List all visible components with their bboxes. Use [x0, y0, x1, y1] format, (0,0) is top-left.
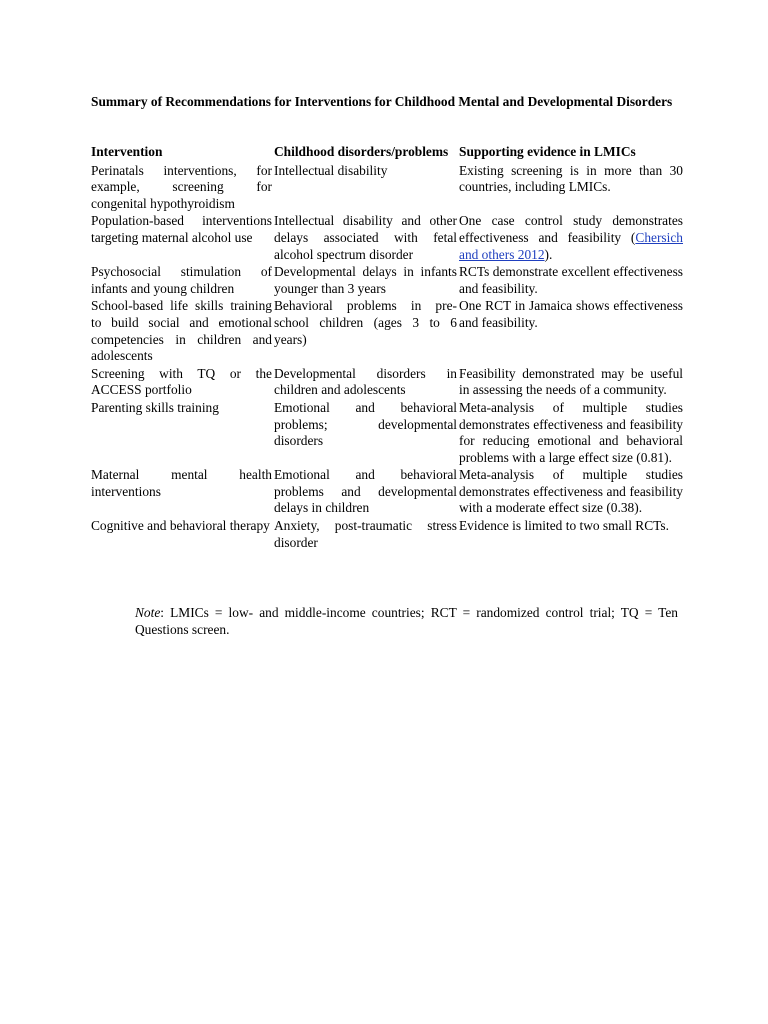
cell-intervention: Perinatals interventions, for example, screening for congenital hypothyroidism: [91, 162, 272, 211]
recommendations-table: [90, 144, 684, 552]
table-row: [90, 264, 684, 298]
cell-evidence: Meta-analysis of multiple studies demonstrates effectiveness and feasibility with a moderate effect size (0.38).: [459, 467, 683, 516]
cell-disorders: Anxiety, post-traumatic stress disorder: [274, 518, 457, 550]
cell-intervention: Parenting skills training: [91, 399, 219, 415]
cell-evidence: Meta-analysis of multiple studies demonstrates effectiveness and feasibility for reducing emotional and behavioral problems with a large effect size (0.81).: [459, 399, 683, 465]
cell-evidence: Existing screening is in more than 30 countries, including LMICs.: [459, 162, 683, 195]
note-label: Note: [135, 605, 161, 620]
evidence-text: One case control study demonstrates effectiveness and feasibility (: [459, 213, 683, 245]
cell-intervention: School-based life skills training to build social and emotional competencies in children and adolescents: [91, 298, 272, 364]
table-row: [90, 518, 684, 552]
cell-evidence: Evidence is limited to two small RCTs.: [459, 518, 669, 534]
cell-disorders: Intellectual disability: [274, 162, 388, 178]
cell-intervention: Population-based interventions targeting maternal alcohol use: [91, 213, 272, 245]
header-evidence: Supporting evidence in LMICs: [459, 144, 636, 159]
table-note: [135, 604, 678, 638]
table-row: [90, 298, 684, 365]
evidence-text-end: ).: [544, 246, 553, 262]
document-title: Summary of Recommendations for Interventions for Childhood Mental and Developmental Disorders: [91, 94, 673, 109]
cell-disorders: Developmental delays in infants younger than 3 years: [274, 264, 457, 296]
header-intervention: Intervention: [91, 144, 163, 159]
cell-disorders: Developmental disorders in children and adolescents: [274, 365, 457, 398]
cell-evidence: [458, 213, 684, 264]
cell-evidence: Feasibility demonstrated may be useful in assessing the needs of a community.: [459, 365, 683, 398]
header-disorders: Childhood disorders/problems: [274, 144, 449, 159]
cell-intervention: Cognitive and behavioral therapy: [91, 518, 270, 534]
cell-disorders: Emotional and behavioral problems; developmental disorders: [274, 399, 457, 449]
citation-link[interactable]: Chersich and others 2012: [459, 229, 683, 262]
cell-disorders: Intellectual disability and other delays associated with fetal alcohol spectrum disorder: [274, 213, 457, 262]
cell-disorders: Behavioral problems in pre-school children (ages 3 to 6 years): [274, 298, 457, 347]
cell-intervention: Maternal mental health interventions: [91, 467, 272, 499]
cell-evidence: RCTs demonstrate excellent effectiveness and feasibility.: [459, 264, 683, 296]
table-row: [90, 213, 684, 264]
note-text: : LMICs = low- and middle-income countries; RCT = randomized control trial; TQ = Ten Questions screen.: [135, 605, 678, 637]
table-row: [90, 163, 684, 214]
cell-disorders: Emotional and behavioral problems and developmental delays in children: [274, 467, 457, 516]
table-row: [90, 366, 684, 400]
cell-intervention: Screening with TQ or the ACCESS portfolio: [91, 365, 272, 398]
table-row: [90, 467, 684, 518]
cell-evidence: One RCT in Jamaica shows effectiveness and feasibility.: [459, 298, 683, 330]
cell-intervention: Psychosocial stimulation of infants and young children: [91, 264, 272, 296]
table-header-row: [90, 144, 684, 163]
table-row: [90, 400, 684, 467]
